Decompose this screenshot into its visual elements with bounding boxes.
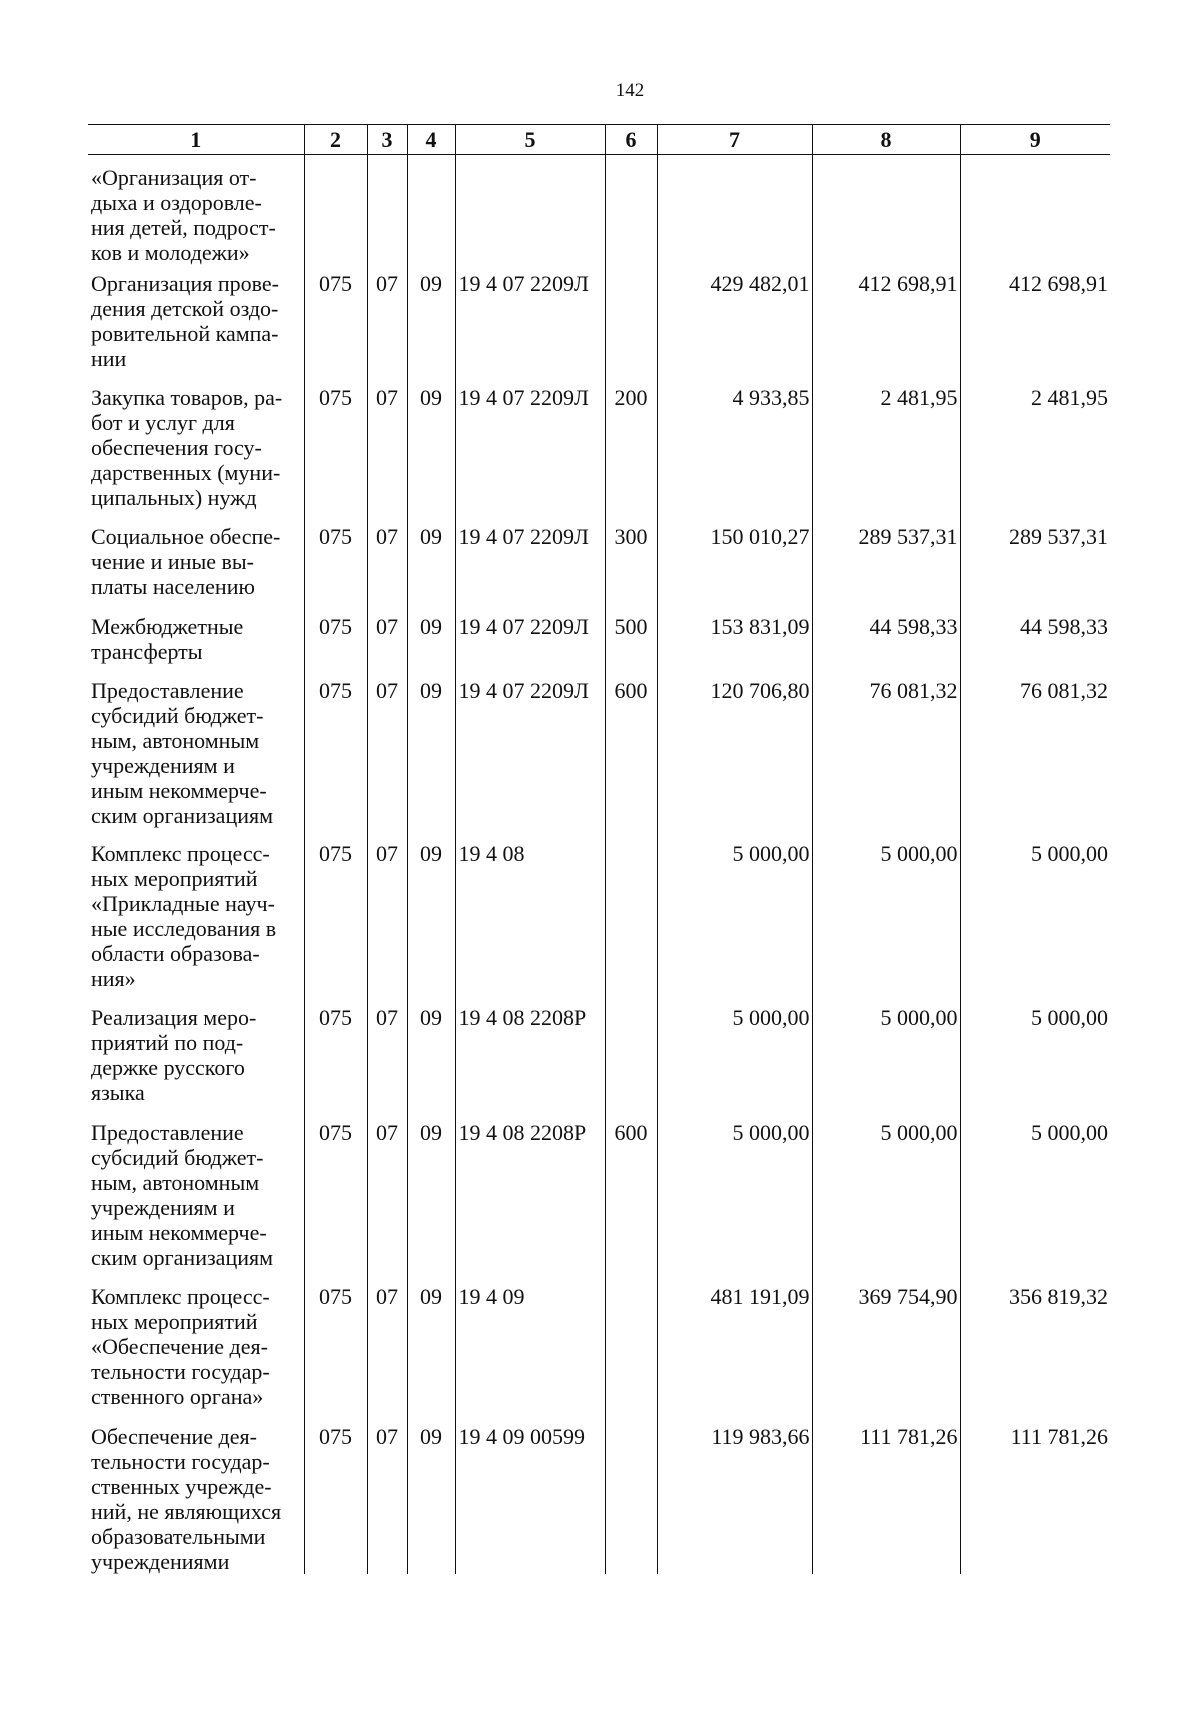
cell-c6: 300 — [605, 518, 657, 608]
cell-c3 — [367, 155, 407, 266]
cell-c5: 19 4 07 2209Л — [455, 672, 605, 835]
cell-c7: 153 831,09 — [657, 608, 812, 672]
cell-c7: 5 000,00 — [657, 835, 812, 999]
cell-c8: 5 000,00 — [812, 1114, 960, 1278]
cell-c9: 412 698,91 — [960, 265, 1110, 379]
cell-c3: 07 — [367, 999, 407, 1114]
cell-c2: 075 — [304, 265, 367, 379]
table-row — [88, 1278, 1110, 1418]
table-row — [88, 1114, 1110, 1278]
cell-c6: 600 — [605, 672, 657, 835]
cell-c9: 44 598,33 — [960, 608, 1110, 672]
cell-c3: 07 — [367, 1114, 407, 1278]
column-header: 7 — [657, 125, 812, 155]
page-number: 142 — [615, 80, 645, 101]
cell-c2: 075 — [304, 1418, 367, 1574]
cell-c4: 09 — [407, 379, 455, 518]
cell-c8 — [812, 155, 960, 266]
row-name: Комплекс процесс- ных мероприятий «Прикладные науч- ные исследования в области образова- ния» — [91, 841, 277, 991]
cell-c7 — [657, 155, 812, 266]
cell-c8: 5 000,00 — [812, 999, 960, 1114]
cell-c6 — [605, 155, 657, 266]
cell-c8: 412 698,91 — [812, 265, 960, 379]
cell-c7: 150 010,27 — [657, 518, 812, 608]
cell-c8: 111 781,26 — [812, 1418, 960, 1574]
cell-c7: 5 000,00 — [657, 999, 812, 1114]
cell-c4: 09 — [407, 1114, 455, 1278]
row-name: Комплекс процесс- ных мероприятий «Обеспечение дея- тельности государ- ственного органа» — [91, 1284, 270, 1409]
cell-c6 — [605, 835, 657, 999]
cell-c5: 19 4 07 2209Л — [455, 379, 605, 518]
cell-c5: 19 4 08 2208Р — [455, 1114, 605, 1278]
cell-c3: 07 — [367, 835, 407, 999]
cell-c6: 500 — [605, 608, 657, 672]
table-row — [88, 1418, 1110, 1574]
column-header: 9 — [960, 125, 1110, 155]
cell-c6 — [605, 1278, 657, 1418]
header-row — [88, 125, 1110, 155]
table-row — [88, 265, 1110, 379]
cell-c3: 07 — [367, 1278, 407, 1418]
cell-c3: 07 — [367, 608, 407, 672]
table-row — [88, 672, 1110, 835]
cell-c8: 2 481,95 — [812, 379, 960, 518]
cell-c9: 76 081,32 — [960, 672, 1110, 835]
cell-c5: 19 4 09 — [455, 1278, 605, 1418]
cell-c8: 369 754,90 — [812, 1278, 960, 1418]
column-header: 1 — [88, 125, 304, 155]
column-header: 5 — [455, 125, 605, 155]
column-header: 4 — [407, 125, 455, 155]
cell-c8: 76 081,32 — [812, 672, 960, 835]
row-name: Предоставление субсидий бюджет- ным, автономным учреждениям и иным некоммерче- ским организациям — [91, 678, 274, 828]
cell-c7: 119 983,66 — [657, 1418, 812, 1574]
table-row — [88, 379, 1110, 518]
cell-c2: 075 — [304, 379, 367, 518]
cell-c6 — [605, 265, 657, 379]
cell-c2: 075 — [304, 672, 367, 835]
cell-c5: 19 4 08 — [455, 835, 605, 999]
cell-c4: 09 — [407, 608, 455, 672]
cell-c5: 19 4 07 2209Л — [455, 518, 605, 608]
column-header: 6 — [605, 125, 657, 155]
cell-c3: 07 — [367, 265, 407, 379]
cell-c9: 5 000,00 — [960, 999, 1110, 1114]
cell-c5: 19 4 08 2208Р — [455, 999, 605, 1114]
cell-c2: 075 — [304, 1278, 367, 1418]
cell-c9: 5 000,00 — [960, 835, 1110, 999]
cell-c2: 075 — [304, 608, 367, 672]
row-name: Организация прове- дения детской оздо- ровительной кампа- нии — [91, 271, 279, 371]
table-row — [88, 518, 1110, 608]
cell-c8: 44 598,33 — [812, 608, 960, 672]
row-name: Предоставление субсидий бюджет- ным, автономным учреждениям и иным некоммерче- ским организациям — [91, 1120, 274, 1270]
cell-c2 — [304, 155, 367, 266]
cell-c3: 07 — [367, 518, 407, 608]
table-row — [88, 999, 1110, 1114]
cell-c5: 19 4 07 2209Л — [455, 265, 605, 379]
cell-c9: 5 000,00 — [960, 1114, 1110, 1278]
cell-c6 — [605, 999, 657, 1114]
cell-c7: 481 191,09 — [657, 1278, 812, 1418]
cell-c4: 09 — [407, 999, 455, 1114]
row-name: Межбюджетные трансферты — [91, 614, 244, 664]
cell-c6 — [605, 1418, 657, 1574]
table-row — [88, 835, 1110, 999]
cell-c6: 200 — [605, 379, 657, 518]
cell-c3: 07 — [367, 379, 407, 518]
cell-c7: 5 000,00 — [657, 1114, 812, 1278]
cell-c7: 120 706,80 — [657, 672, 812, 835]
cell-c4: 09 — [407, 1418, 455, 1574]
cell-c4: 09 — [407, 1278, 455, 1418]
row-name: Обеспечение дея- тельности государ- ственных учрежде- ний, не являющихся образовательными учреждениями — [91, 1424, 282, 1574]
cell-c9: 111 781,26 — [960, 1418, 1110, 1574]
cell-c8: 289 537,31 — [812, 518, 960, 608]
cell-c9: 289 537,31 — [960, 518, 1110, 608]
cell-c6: 600 — [605, 1114, 657, 1278]
row-name: Социальное обеспе- чение и иные вы- платы населению — [91, 524, 281, 599]
cell-c7: 429 482,01 — [657, 265, 812, 379]
budget-table — [88, 124, 1110, 1574]
cell-c5 — [455, 155, 605, 266]
row-name: Реализация меро- приятий по под- держке русского языка — [91, 1005, 257, 1105]
cell-c9 — [960, 155, 1110, 266]
table-row — [88, 608, 1110, 672]
cell-c9: 2 481,95 — [960, 379, 1110, 518]
cell-c4: 09 — [407, 835, 455, 999]
cell-c4: 09 — [407, 518, 455, 608]
column-header: 2 — [304, 125, 367, 155]
cell-c8: 5 000,00 — [812, 835, 960, 999]
cell-c4 — [407, 155, 455, 266]
cell-c3: 07 — [367, 672, 407, 835]
row-name: «Организация от- дыха и оздоровле- ния детей, подрост- ков и молодежи» — [91, 165, 276, 265]
cell-c2: 075 — [304, 518, 367, 608]
cell-c2: 075 — [304, 1114, 367, 1278]
cell-c2: 075 — [304, 835, 367, 999]
cell-c5: 19 4 09 00599 — [455, 1418, 605, 1574]
cell-c5: 19 4 07 2209Л — [455, 608, 605, 672]
cell-c3: 07 — [367, 1418, 407, 1574]
cell-c9: 356 819,32 — [960, 1278, 1110, 1418]
table-row — [88, 155, 1110, 266]
column-header: 8 — [812, 125, 960, 155]
column-header: 3 — [367, 125, 407, 155]
cell-c7: 4 933,85 — [657, 379, 812, 518]
cell-c2: 075 — [304, 999, 367, 1114]
cell-c4: 09 — [407, 265, 455, 379]
row-name: Закупка товаров, ра- бот и услуг для обеспечения госу- дарственных (муни- ципальных) нужд — [91, 385, 283, 510]
cell-c4: 09 — [407, 672, 455, 835]
